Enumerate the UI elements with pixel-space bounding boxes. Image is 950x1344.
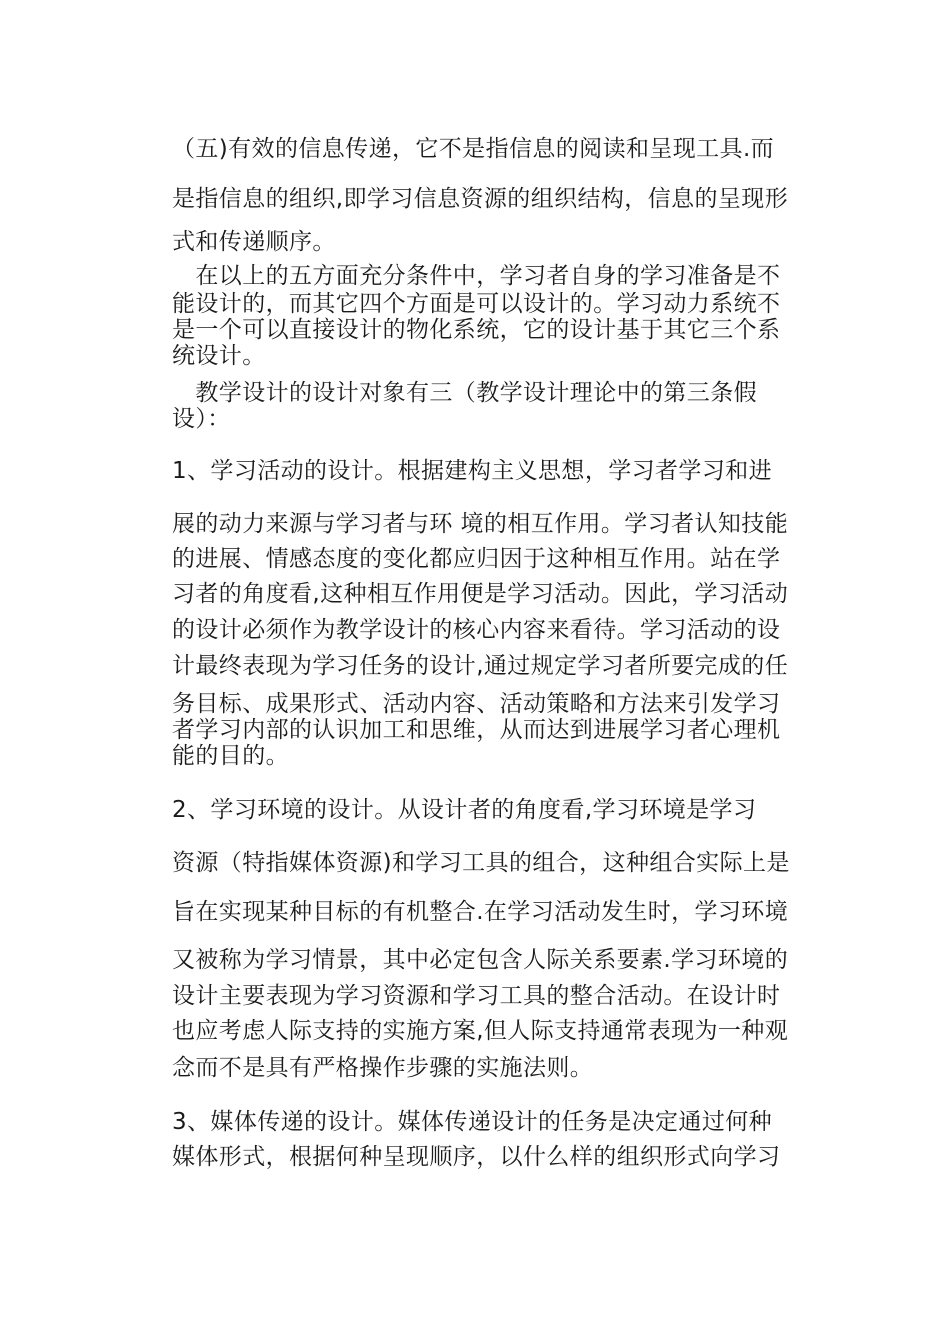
text-line: 在以上的五方面充分条件中，学习者自身的学习准备是不 [172,263,781,289]
text-line: 的设计必须作为教学设计的核心内容来看待。学习活动的设 [172,617,781,643]
text-line: 教学设计的设计对象有三（教学设计理论中的第三条假 [172,380,757,406]
text-line: 3、媒体传递的设计。媒体传递设计的任务是决定通过何种 [172,1109,773,1135]
text-line: 又被称为学习情景，其中必定包含人际关系要素.学习环境的 [172,947,789,973]
text-line: 者学习内部的认识加工和思维，从而达到进展学习者心理机 [172,717,781,743]
text-line: 统设计。 [172,343,266,369]
text-line: 能设计的，而其它四个方面是可以设计的。学习动力系统不 [172,291,781,317]
text-line: 的进展、情感态度的变化都应归因于这种相互作用。站在学 [172,546,781,572]
text-line: 1、学习活动的设计。根据建构主义思想，学习者学习和进 [172,458,773,484]
text-line: 务目标、成果形式、活动内容、活动策略和方法来引发学习 [172,691,781,717]
text-line: 也应考虑人际支持的实施方案,但人际支持通常表现为一种观 [172,1018,789,1044]
text-line: 2、学习环境的设计。从设计者的角度看,学习环境是学习 [172,797,757,823]
text-line: 是指信息的组织,即学习信息资源的组织结构，信息的呈现形 [172,186,789,212]
text-line: 念而不是具有严格操作步骤的实施法则。 [172,1055,594,1081]
text-line: 资源（特指媒体资源)和学习工具的组合，这种组合实际上是 [172,850,790,876]
text-line: 展的动力来源与学习者与环 境的相互作用。学习者认知技能 [172,511,789,537]
text-line: 能的目的。 [172,743,289,769]
text-line: （五)有效的信息传递，它不是指信息的阅读和呈现工具.而 [172,136,775,162]
text-line: 式和传递顺序。 [172,229,336,255]
text-line: 计最终表现为学习任务的设计,通过规定学习者所要完成的任 [172,653,789,679]
text-line: 习者的角度看,这种相互作用便是学习活动。因此，学习活动 [172,581,789,607]
text-line: 媒体形式，根据何种呈现顺序，以什么样的组织形式向学习 [172,1144,781,1170]
text-line: 设计主要表现为学习资源和学习工具的整合活动。在设计时 [172,983,781,1009]
text-line: 设）： [172,406,231,432]
text-line: 旨在实现某种目标的有机整合.在学习活动发生时，学习环境 [172,899,789,925]
text-line: 是一个可以直接设计的物化系统，它的设计基于其它三个系 [172,317,781,343]
